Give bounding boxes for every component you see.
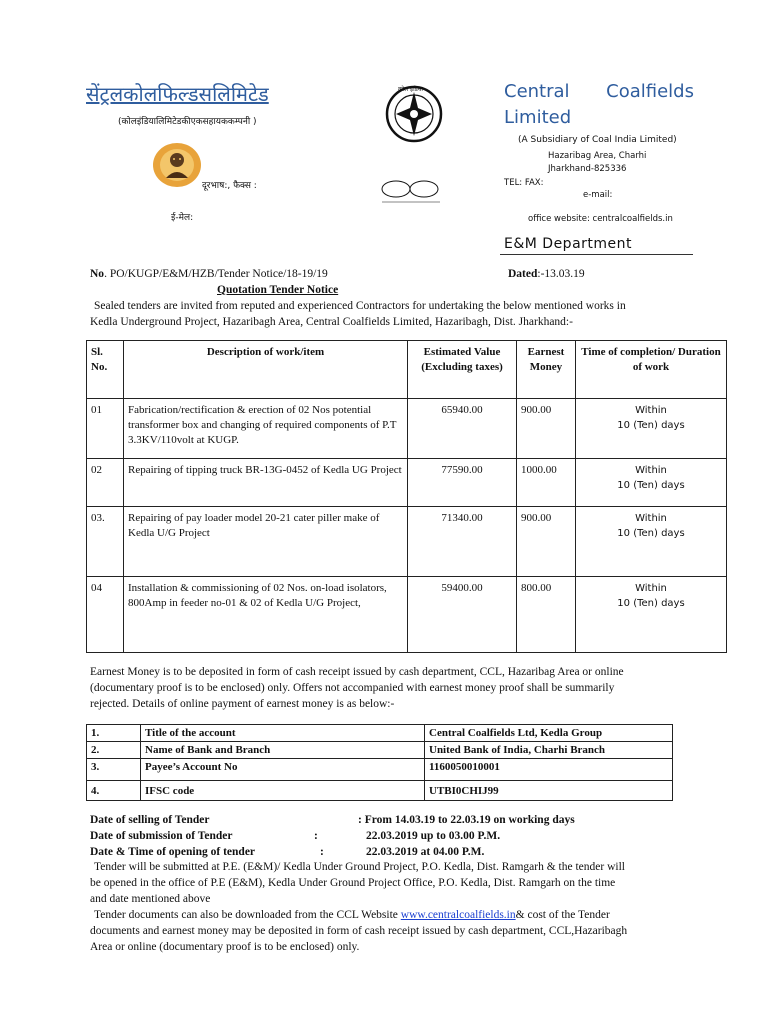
tricolor-logo-icon <box>376 178 446 206</box>
row-days: 10 (Ten) days <box>617 528 685 539</box>
company-name-line1 <box>504 81 694 102</box>
bank-row-value: UTBI0CHIJ99 <box>425 781 673 801</box>
subsidiary-text: (A Subsidiary of Coal India Limited) <box>518 135 677 145</box>
row-description: Installation & commissioning of 02 Nos. on-load isolators, 800Amp in feeder no-01 & 02 of Kedla U/G Project, <box>124 577 408 653</box>
download-pre: Tender documents can also be downloaded from the CCL Website <box>94 909 401 921</box>
intro-line-2: Kedla Underground Project, Hazaribagh Area, Central Coalfields Limited, Hazaribagh, Dist. Jharkhand:- <box>90 316 573 328</box>
company-name-hindi: सेंट्रलकोलफिल्डसलिमिटेड <box>86 82 269 106</box>
row-sl: 02 <box>87 459 124 507</box>
row-earnest-money: 1000.00 <box>517 459 576 507</box>
bank-row-value: 1160050010001 <box>425 759 673 781</box>
row-duration <box>576 459 727 507</box>
bank-row-label: Title of the account <box>141 725 425 742</box>
subsidiary-hindi: (कोलइंडियालिमिटेडकीएकसहायककम्पनी ) <box>118 117 257 127</box>
row-sl: 01 <box>87 399 124 459</box>
bank-row-value: United Bank of India, Charhi Branch <box>425 742 673 759</box>
notice-date <box>508 266 585 282</box>
row-estimated-value: 71340.00 <box>408 507 517 577</box>
download-line-3: Area or online (documentary proof is to be enclosed) only. <box>90 941 360 953</box>
header-sl: Sl. No. <box>87 341 124 399</box>
header-estimated-value: Estimated Value (Excluding taxes) <box>408 341 517 399</box>
bank-row-num: 3. <box>87 759 141 781</box>
earnest-para-line-2: (documentary proof is to be enclosed) only. Offers not accompanied with earnest money proof shall be summarily <box>90 682 615 694</box>
works-table <box>86 340 727 653</box>
header-earnest-money: Earnest Money <box>517 341 576 399</box>
submission-date-colon: : <box>314 830 318 842</box>
state-text: Jharkhand-825336 <box>548 164 627 174</box>
table-row <box>87 399 727 459</box>
portrait-seal-icon <box>152 142 202 188</box>
date-value: :-13.03.19 <box>537 268 585 280</box>
row-within: Within <box>635 465 667 476</box>
download-line-1 <box>94 907 610 923</box>
row-within: Within <box>635 405 667 416</box>
table-row <box>87 577 727 653</box>
reference-number <box>90 266 328 282</box>
bank-row-label: IFSC code <box>141 781 425 801</box>
row-duration <box>576 577 727 653</box>
bank-row <box>87 725 673 742</box>
department-title: E&M Department <box>504 236 633 252</box>
company-word-central: Central <box>504 81 570 102</box>
submit-line-3: and date mentioned above <box>90 893 211 905</box>
bank-row-label: Name of Bank and Branch <box>141 742 425 759</box>
coal-india-logo-icon <box>384 78 444 150</box>
notice-title: Quotation Tender Notice <box>217 284 339 296</box>
logo-text: कोल इंडिया <box>398 86 423 93</box>
row-duration <box>576 399 727 459</box>
row-duration <box>576 507 727 577</box>
row-within: Within <box>635 513 667 524</box>
submit-line-2: be opened in the office of P.E (E&M), Kedla Under Ground Project Office, P.O. Kedla, Dist. Ramgarh on the time <box>90 877 616 889</box>
table-row <box>87 459 727 507</box>
row-earnest-money: 900.00 <box>517 399 576 459</box>
email-text: e-mail: <box>583 190 613 200</box>
row-days: 10 (Ten) days <box>617 598 685 609</box>
row-within: Within <box>635 583 667 594</box>
row-days: 10 (Ten) days <box>617 480 685 491</box>
website-text: office website: centralcoalfields.in <box>528 214 673 224</box>
selling-date-label: Date of selling of Tender <box>90 814 210 826</box>
submit-line-1: Tender will be submitted at P.E. (E&M)/ Kedla Under Ground Project, P.O. Kedla, Dist. Ramgarh & the tender will <box>94 861 625 873</box>
opening-date-label: Date & Time of opening of tender <box>90 846 256 858</box>
opening-date-value: 22.03.2019 at 04.00 P.M. <box>366 846 485 858</box>
submission-date-label: Date of submission of Tender <box>90 830 233 842</box>
bank-details-table <box>86 724 673 801</box>
bank-row-num: 4. <box>87 781 141 801</box>
download-line-2: documents and earnest money may be deposited in form of cash receipt issued by cash department, CCL,Hazaribagh <box>90 925 628 937</box>
row-description: Repairing of pay loader model 20-21 cater piller make of Kedla U/G Project <box>124 507 408 577</box>
row-sl: 03. <box>87 507 124 577</box>
website-link[interactable]: www.centralcoalfields.in <box>400 909 516 921</box>
bank-row-label: Payee’s Account No <box>141 759 425 781</box>
bank-row <box>87 742 673 759</box>
bank-row-value: Central Coalfields Ltd, Kedla Group <box>425 725 673 742</box>
row-estimated-value: 59400.00 <box>408 577 517 653</box>
bank-row <box>87 759 673 781</box>
row-earnest-money: 800.00 <box>517 577 576 653</box>
row-sl: 04 <box>87 577 124 653</box>
phone-fax-hindi: दूरभाष:, फैक्स : <box>202 181 257 191</box>
bank-row <box>87 781 673 801</box>
download-post: & cost of the Tender <box>515 909 610 921</box>
earnest-para-line-1: Earnest Money is to be deposited in form of cash receipt issued by cash department, CCL, Hazaribag Area or online <box>90 666 624 678</box>
tel-fax-text: TEL: FAX: <box>504 178 544 188</box>
table-header-row <box>87 341 727 399</box>
area-text: Hazaribag Area, Charhi <box>548 151 647 161</box>
row-description: Repairing of tipping truck BR-13G-0452 of Kedla UG Project <box>124 459 408 507</box>
reference-value: . PO/KUGP/E&M/HZB/Tender Notice/18-19/19 <box>104 268 328 280</box>
header-time-of-completion: Time of completion/ Duration of work <box>576 341 727 399</box>
date-label: Dated <box>508 268 538 280</box>
row-estimated-value: 65940.00 <box>408 399 517 459</box>
reference-label: No <box>90 268 105 280</box>
company-word-coalfields: Coalfields <box>606 81 694 102</box>
table-row <box>87 507 727 577</box>
row-days: 10 (Ten) days <box>617 420 685 431</box>
company-name-line2: Limited <box>504 107 572 128</box>
email-hindi: ई-मेल: <box>171 213 194 223</box>
earnest-para-line-3: rejected. Details of online payment of earnest money is as below:- <box>90 698 395 710</box>
bank-row-num: 1. <box>87 725 141 742</box>
row-description: Fabrication/rectification & erection of 02 Nos potential transformer box and changing of required components of P.T 3.3KV/110volt at KUGP. <box>124 399 408 459</box>
department-divider <box>500 254 693 255</box>
row-estimated-value: 77590.00 <box>408 459 517 507</box>
selling-date-value: : From 14.03.19 to 22.03.19 on working days <box>358 814 575 826</box>
bank-row-num: 2. <box>87 742 141 759</box>
opening-date-colon: : <box>320 846 324 858</box>
header-description: Description of work/item <box>124 341 408 399</box>
submission-date-value: 22.03.2019 up to 03.00 P.M. <box>366 830 501 842</box>
row-earnest-money: 900.00 <box>517 507 576 577</box>
intro-line-1: Sealed tenders are invited from reputed and experienced Contractors for undertaking the below mentioned works in <box>94 300 626 312</box>
